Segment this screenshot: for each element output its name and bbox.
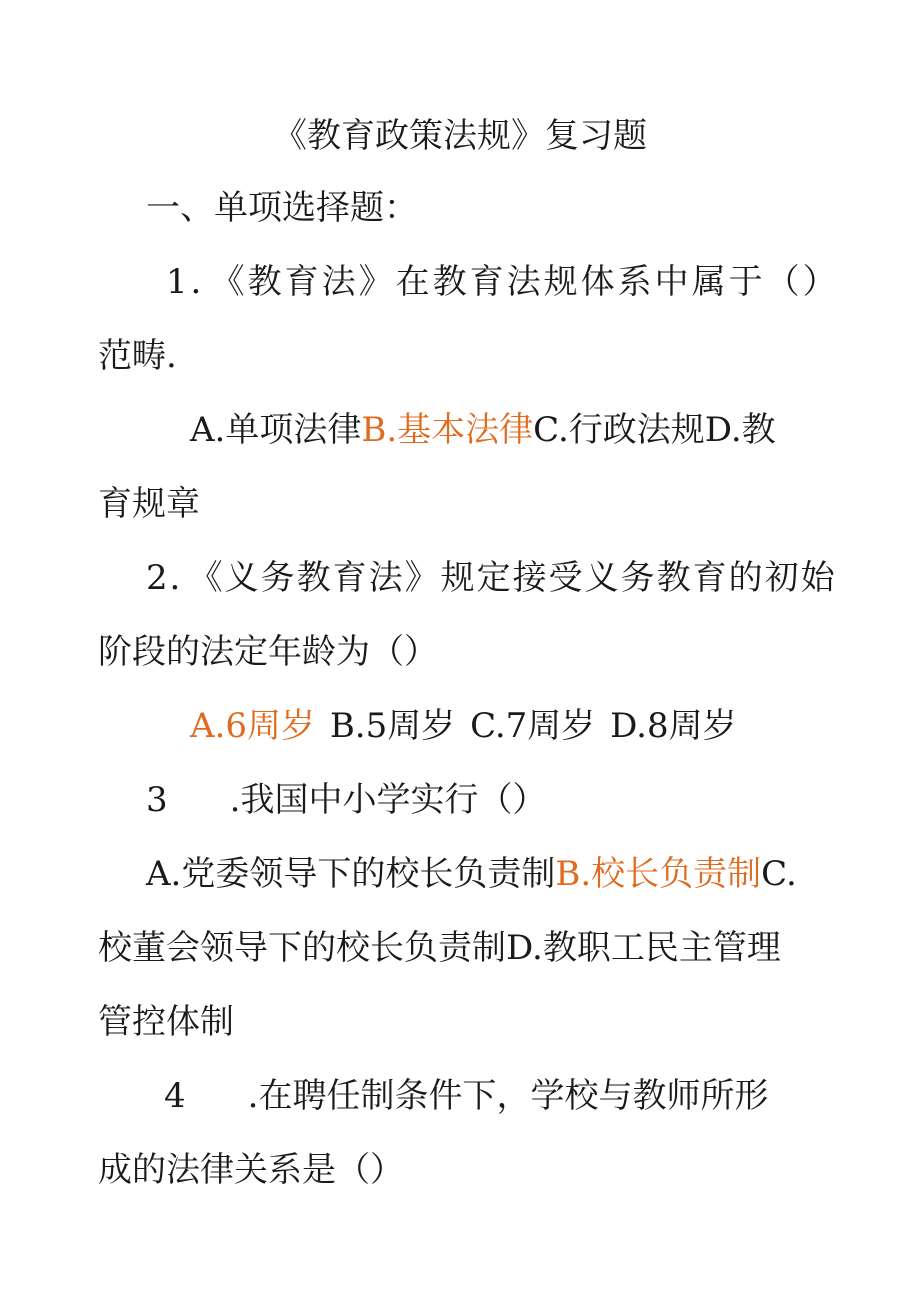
question-4-number: 4 [164,1076,186,1116]
question-2-option-b: B.5周岁 [329,706,456,746]
question-3-option-a: A.党委领导下的校长负责制 [146,854,556,894]
question-3-options-continued-2: 管控体制 [98,1002,234,1042]
document-title: 《教育政策法规》复习题 [273,116,647,156]
question-1-stem-continued: 范畴. [98,336,177,376]
question-2-option-c: C.7周岁 [470,706,596,746]
question-1-options-continued: 育规章 [98,484,200,524]
question-1-option-d: D.教 [704,410,776,450]
question-3-option-c: C. [761,854,797,894]
question-3-number: 3 [146,780,168,820]
question-2-stem-text: ．《义务教育法》规定接受义务教育的初始 [169,558,837,598]
question-1-option-a: A.单项法律 [190,410,362,450]
question-2-option-d: D.8周岁 [610,706,737,746]
question-3-options-continued: 校董会领导下的校长负责制D.教职工民主管理 [98,928,781,968]
question-1-options [190,410,776,450]
question-1-stem [166,262,840,302]
question-2-stem [146,558,837,598]
question-2-options [190,706,737,746]
question-1-stem-text: ．《教育法》在教育法规体系中属于（） [190,262,840,302]
question-2-option-a-answer: A.6周岁 [190,706,315,746]
question-3-options [146,854,797,894]
question-1-number: 1 [166,262,191,302]
question-3-stem [146,780,546,820]
question-1-option-b-answer: B.基本法律 [361,410,534,450]
question-2-number: 2 [146,558,170,598]
question-1-option-c: C.行政法规 [533,410,705,450]
question-3-option-b-answer: B.校长负责制 [555,854,762,894]
question-2-stem-continued: 阶段的法定年龄为（） [98,632,438,672]
section-heading: 一、单项选择题： [146,188,418,228]
question-4-stem-text: .在聘任制条件下，学校与教师所形 [247,1076,769,1116]
question-4-stem-continued: 成的法律关系是（） [98,1150,404,1190]
question-4-stem [164,1076,768,1116]
question-3-stem-text: .我国中小学实行（） [229,780,547,820]
